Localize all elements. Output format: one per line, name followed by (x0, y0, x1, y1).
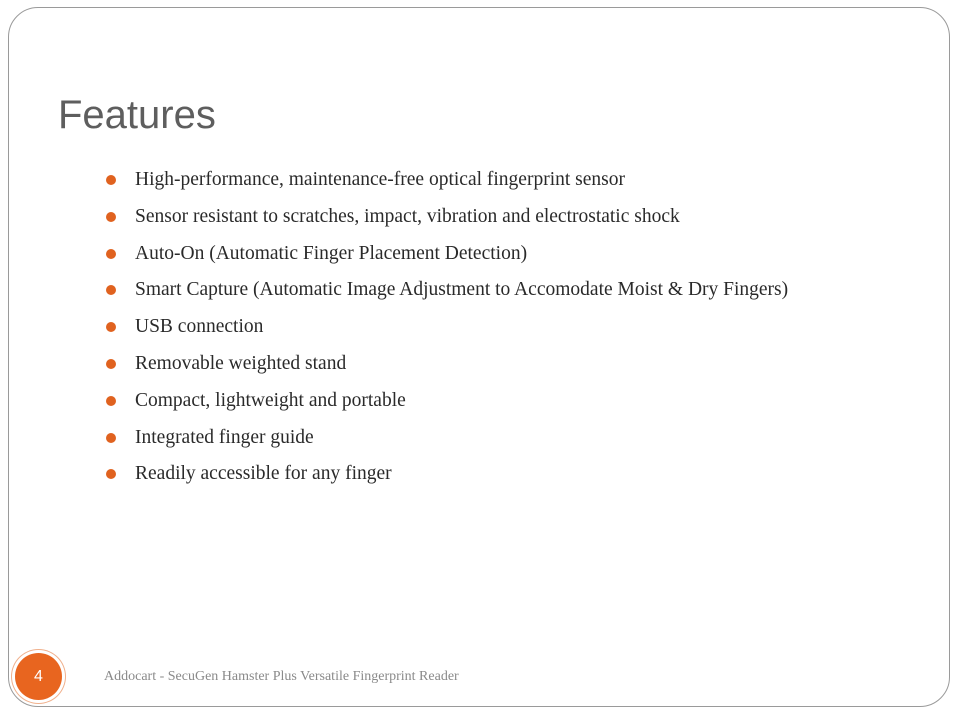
bullet-dot-icon (106, 322, 116, 332)
page-title: Features (58, 93, 216, 137)
bullet-text: High-performance, maintenance-free optical fingerprint sensor (135, 169, 625, 190)
list-item (106, 387, 788, 424)
bullet-text: Compact, lightweight and portable (135, 389, 406, 411)
bullet-dot-icon (106, 396, 116, 406)
list-item (106, 276, 788, 313)
list-item (106, 350, 788, 387)
list-item (106, 240, 788, 277)
bullet-dot-icon (106, 212, 116, 222)
list-item (106, 460, 788, 497)
bullet-dot-icon (106, 175, 116, 185)
footer-text: Addocart - SecuGen Hamster Plus Versatile Fingerprint Reader (104, 669, 459, 684)
page-number-badge: 4 (15, 653, 62, 700)
bullet-text: Auto-On (Automatic Finger Placement Detection) (135, 242, 528, 264)
list-item (106, 424, 788, 461)
bullet-text: USB connection (135, 316, 264, 338)
bullet-list (106, 166, 788, 497)
list-item (106, 313, 788, 350)
bullet-text: Readily accessible for any finger (135, 463, 392, 485)
bullet-text: Removable weighted stand (135, 352, 347, 374)
bullet-dot-icon (106, 433, 116, 443)
bullet-dot-icon (106, 249, 116, 259)
list-item (106, 166, 788, 203)
bullet-text: Smart Capture (Automatic Image Adjustment to Accomodate Moist & Dry Fingers) (135, 279, 789, 301)
bullet-dot-icon (106, 469, 116, 479)
bullet-dot-icon (106, 285, 116, 295)
bullet-text: Integrated finger guide (135, 426, 314, 448)
list-item (106, 203, 788, 240)
bullet-dot-icon (106, 359, 116, 369)
bullet-text: Sensor resistant to scratches, impact, vibration and electrostatic shock (135, 205, 680, 227)
